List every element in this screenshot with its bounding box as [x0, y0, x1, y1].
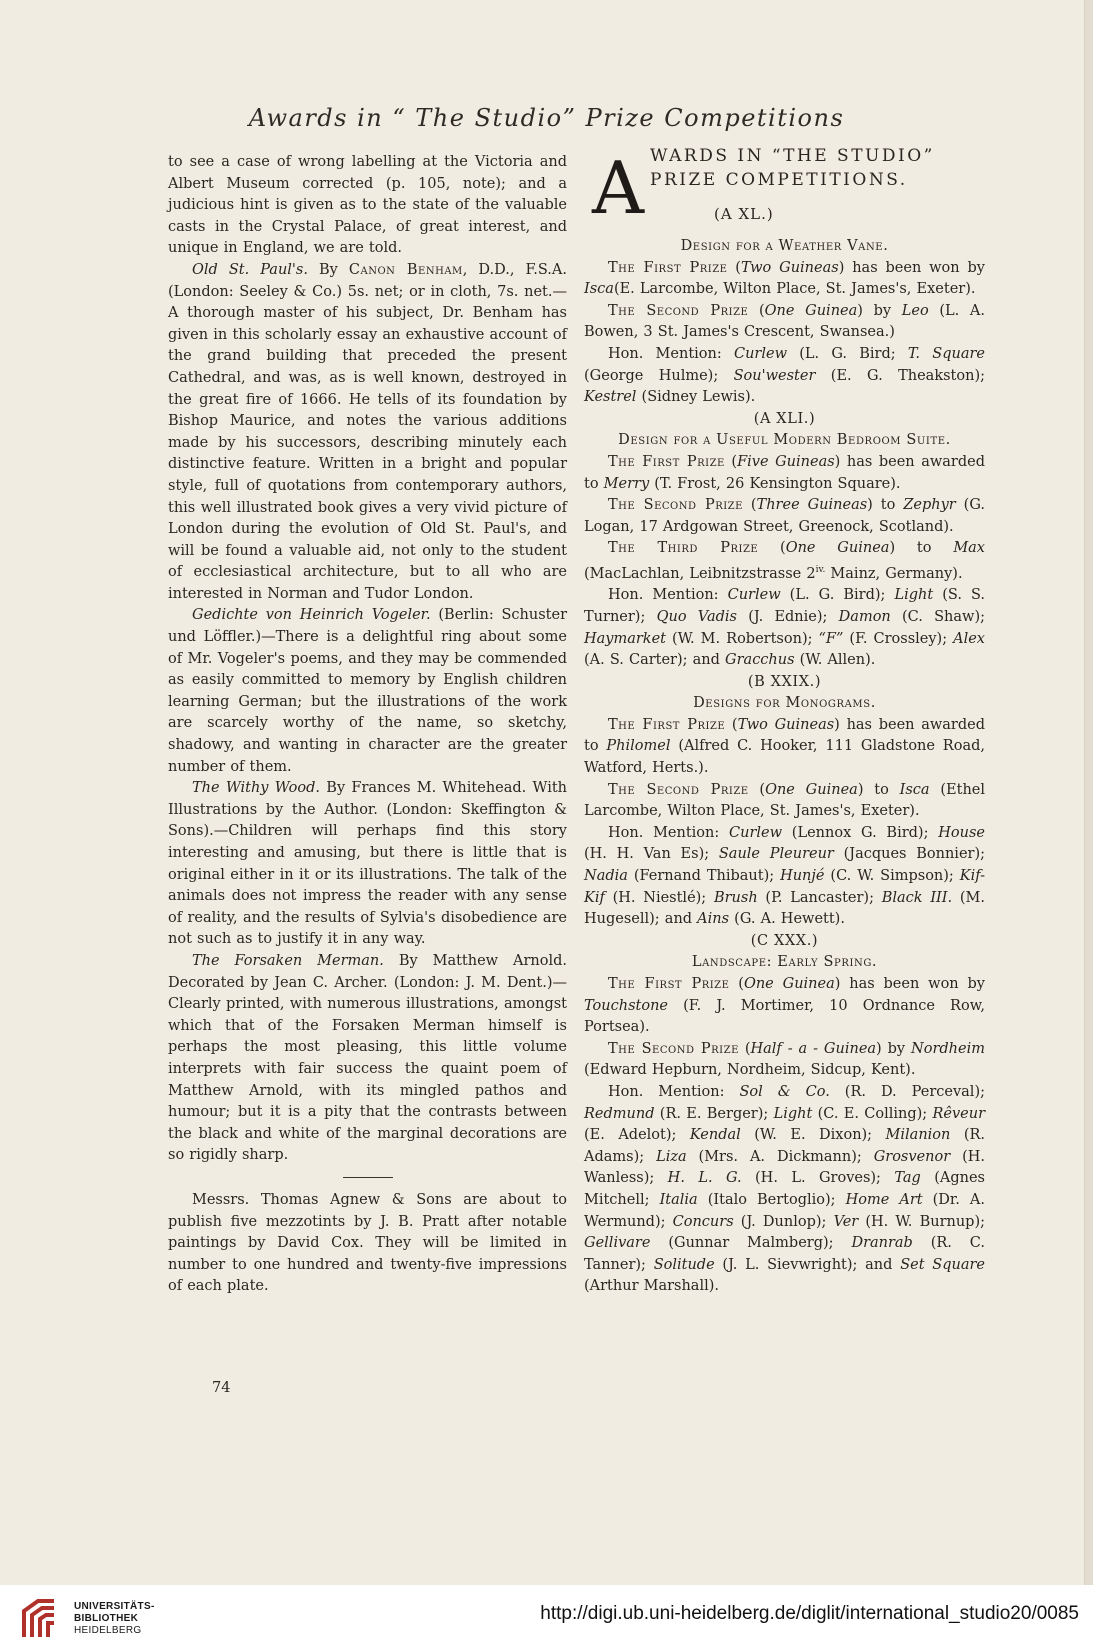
- motto: Curlew: [733, 345, 787, 362]
- motto: Isca: [584, 281, 614, 298]
- page-edge: [1084, 0, 1093, 1585]
- text: by: [862, 302, 902, 319]
- first-prize: The First Prize (Two Guineas) has been awarded to Philomel (Alfred C. Hooker, 111 Gladstone Road, Watford, Herts.).: [584, 716, 985, 777]
- review-withy-wood: [168, 778, 567, 951]
- first-prize: The First Prize (One Guinea) has been won by Touchstone (F. J. Mortimer, 10 Ordnance Row, Portsea).: [584, 976, 985, 1036]
- article-heading: [584, 146, 985, 244]
- winner: (Gunnar Malmberg);: [650, 1235, 852, 1252]
- motto: Ver: [833, 1213, 859, 1230]
- motto: Merry: [603, 475, 650, 492]
- prize-label: The Second Prize: [608, 781, 749, 798]
- winner: (E. Adelot);: [584, 1127, 690, 1144]
- motto: Redmund: [584, 1105, 655, 1122]
- text: By: [307, 261, 349, 278]
- winner: (MacLachlan, Leibnitzstrasse 2: [584, 565, 816, 582]
- motto: Gracchus: [725, 652, 795, 669]
- prize-label: The First Prize: [608, 716, 726, 733]
- motto: Kendal: [689, 1127, 741, 1144]
- winner: (E. Larcombe, Wilton Place, St. James's, Exeter).: [613, 281, 976, 298]
- prize-label: The Second Prize: [608, 302, 749, 319]
- prize-amount: Three Guineas: [756, 497, 868, 514]
- winner: (Ethel Larcombe, Wilton Place, St. James's, Exeter).: [584, 781, 985, 820]
- winner: (Italo Bertoglio);: [697, 1191, 846, 1208]
- second-prize: The Second Prize (Three Guineas) to Zephyr (G. Logan, 17 Ardgowan Street, Greenock, Scotland).: [584, 497, 985, 535]
- winner: Mainz, Germany).: [825, 565, 963, 582]
- motto: Nordheim: [911, 1040, 985, 1057]
- winner: (W. Allen).: [794, 652, 876, 669]
- winner: (S. S. Turner);: [584, 587, 986, 625]
- prize-amount: One Guinea: [743, 976, 835, 993]
- motto: Touchstone: [584, 997, 668, 1014]
- text: to: [863, 781, 900, 798]
- motto: Zephyr: [903, 497, 956, 514]
- winner: (F. Crossley);: [843, 630, 954, 647]
- honourable-mention: [584, 823, 985, 931]
- library-line: BIBLIOTHEK: [74, 1613, 139, 1624]
- section-code: (A XL.): [714, 205, 774, 223]
- winner: (C. W. Simpson);: [824, 868, 960, 885]
- agnew-notice: Messrs. Thomas Agnew & Sons are about to publish five mezzotints by J. B. Pratt after notable paintings by David Cox. They will be limited in number to one hundred and twenty-five impressions of each plate.: [168, 1191, 567, 1295]
- prize-label: The Third Prize: [608, 540, 759, 557]
- prize-amount: Half - a - Guinea: [750, 1040, 877, 1057]
- library-line: UNIVERSITÄTS-: [74, 1601, 155, 1612]
- winner: (Arthur Marshall).: [584, 1278, 719, 1295]
- review-forsaken-merman: [168, 951, 567, 1167]
- winner: (T. Frost, 26 Kensington Square).: [649, 475, 901, 492]
- motto: Ains: [697, 911, 730, 928]
- prize-label: The First Prize: [608, 453, 725, 470]
- section-code: (C XXX.): [750, 932, 819, 949]
- motto: Home Art: [845, 1191, 923, 1208]
- winner: (Alfred C. Hooker, 111 Gladstone Road, Watford, Herts.).: [584, 738, 985, 777]
- winner: (W. M. Robertson);: [666, 630, 819, 647]
- superscript: iv.: [815, 564, 826, 575]
- winner: (Dr. A. Wermund);: [584, 1191, 985, 1230]
- motto: “F”: [818, 630, 844, 647]
- winner: (L. A. Bowen, 3 St. James's Crescent, Swansea.): [584, 302, 985, 341]
- section-title: Design for a Weather Vane.: [680, 238, 889, 254]
- text: has been awarded to: [584, 453, 985, 492]
- right-column: [584, 146, 986, 1298]
- winner: (Jacques Bonnier);: [833, 846, 985, 863]
- second-prize: The Second Prize (One Guinea) to Isca (Ethel Larcombe, Wilton Place, St. James's, Exeter).: [584, 781, 985, 820]
- motto: Sol & Co.: [739, 1083, 830, 1100]
- motto: Curlew: [727, 587, 781, 604]
- motto: T. Square: [907, 345, 985, 362]
- left-column: [168, 152, 567, 1298]
- winner: (Mrs. A. Dickmann);: [686, 1148, 874, 1165]
- text: has been awarded to: [584, 716, 985, 755]
- motto: Solitude: [653, 1256, 715, 1273]
- winner: (H. Wanless);: [584, 1148, 985, 1187]
- winner: (L. G. Bird;: [786, 345, 908, 362]
- honourable-mention: [584, 1082, 985, 1298]
- heading-line-1: WARDS IN “THE STUDIO”: [650, 146, 935, 166]
- motto: Curlew: [729, 824, 783, 841]
- winner: (R. C. Tanner);: [584, 1235, 985, 1273]
- winner: (H. W. Burnup);: [858, 1213, 985, 1230]
- text: Hon. Mention:: [608, 824, 730, 841]
- book-title: Gedichte von Heinrich Vogeler.: [192, 607, 431, 624]
- winner: (G. A. Hewett).: [729, 911, 845, 928]
- text: Hon. Mention:: [608, 587, 728, 604]
- motto: Grosvenor: [873, 1148, 951, 1165]
- motto: Kif-Kif: [584, 868, 985, 906]
- motto: Light: [894, 587, 934, 604]
- winner: (G. Logan, 17 Ardgowan Street, Greenock, Scotland).: [584, 497, 985, 535]
- motto: Isca: [899, 781, 930, 798]
- drop-cap: A: [592, 146, 644, 230]
- section-code: (B XXIX.): [747, 673, 822, 690]
- library-name: [74, 1601, 155, 1637]
- text: to: [895, 540, 954, 557]
- winner: (J. Ednie);: [736, 608, 839, 625]
- prize-amount: One Guinea: [764, 302, 858, 319]
- motto: Gellivare: [584, 1235, 651, 1252]
- winner: (H. H. Van Es);: [584, 846, 719, 863]
- prize-label: The Second Prize: [608, 1040, 739, 1057]
- author-name: Canon Benham: [348, 261, 463, 278]
- motto: Milanion: [885, 1127, 951, 1144]
- winner: (J. Dunlop);: [733, 1213, 834, 1230]
- text: to: [872, 497, 904, 514]
- motto: Brush: [713, 889, 758, 906]
- review-vogeler: [168, 605, 567, 778]
- motto: Max: [953, 540, 985, 557]
- winner: (E. G. Theakston);: [815, 367, 985, 384]
- winner: (C. E. Colling);: [812, 1105, 933, 1122]
- winner: (W. E. Dixon);: [740, 1127, 886, 1144]
- text: (Berlin: Schuster und Löffler.)—There is a delightful ring about some of Mr. Vogeler's poems, and they may be commended as easily committed to memory by English children learning German; but the illustrations of the work are scarcely worthy of the name, so sketchy, shadowy, and wanting in character are the greater number of them.: [168, 607, 568, 775]
- text: by: [881, 1040, 912, 1057]
- text: Hon. Mention:: [608, 345, 734, 362]
- honourable-mention: [584, 585, 985, 671]
- winner: (M. Hugesell); and: [584, 889, 985, 928]
- heading-line-2: PRIZE COMPETITIONS.: [650, 170, 908, 190]
- winner: (R. Adams);: [584, 1127, 986, 1165]
- winner: (L. G. Bird);: [780, 587, 895, 604]
- viewer-footer: [0, 1585, 1093, 1652]
- second-prize: The Second Prize (One Guinea) by Leo (L. A. Bowen, 3 St. James's Crescent, Swansea.): [584, 302, 985, 341]
- text: Hon. Mention:: [608, 1083, 740, 1100]
- motto: Leo: [901, 302, 929, 319]
- winner: (F. J. Mortimer, 10 Ordnance Row, Portsea).: [584, 997, 985, 1036]
- library-line: HEIDELBERG: [74, 1625, 142, 1636]
- winner: (P. Lancaster);: [757, 889, 882, 906]
- review-old-st-pauls: [168, 260, 567, 606]
- prize-label: The First Prize: [608, 976, 730, 993]
- text: By Matthew Arnold. Decorated by Jean C. Archer. (London: J. M. Dent.)— Clearly printed, with numerous illustrations, amongst which that of the Forsaken Merman himself is perhaps the most pleasing, this little volume interprets with fair success the quaint poem of Matthew Arnold, with its mingled pathos and humour; but it is a pity that the contrasts between the black and white of the marginal decorations are so rigidly sharp.: [168, 952, 568, 1164]
- winner: (Lennox G. Bird);: [782, 824, 939, 841]
- third-prize: The Third Prize (One Guinea) to Max (MacLachlan, Leibnitzstrasse $2^{iv.}$ Mainz, Germany).: [584, 540, 985, 582]
- motto: Rêveur: [932, 1105, 985, 1122]
- section-title: Landscape: Early Spring.: [691, 954, 878, 971]
- prize-amount: Five Guineas: [737, 453, 835, 470]
- winner: (H. L. Groves);: [741, 1170, 895, 1187]
- text: has been won by: [840, 976, 985, 993]
- prize-label: The First Prize: [608, 259, 728, 276]
- prize-amount: One Guinea: [785, 540, 890, 557]
- section-title: Design for a Useful Modern Bedroom Suite.: [618, 432, 951, 449]
- motto: Philomel: [606, 738, 671, 755]
- section-code: (A XLI.): [753, 410, 816, 427]
- motto: Tag: [894, 1170, 921, 1187]
- winner: (H. Niestlé);: [604, 889, 714, 906]
- motto: Black III.: [881, 889, 953, 906]
- motto: Concurs: [672, 1213, 734, 1230]
- motto: House: [938, 824, 985, 841]
- winner: (C. Shaw);: [890, 608, 985, 625]
- first-prize: The First Prize (Five Guineas) has been awarded to Merry (T. Frost, 26 Kensington Square).: [584, 453, 985, 492]
- book-title: The Withy Wood.: [192, 780, 321, 797]
- section-title: Designs for Monograms.: [693, 695, 876, 712]
- paragraph: to see a case of wrong labelling at the Victoria and Albert Museum corrected (p. 105, note); and a judicious hint is given as to the state of the valuable casts in the Crystal Palace, of great interest, and unique in England, we are told.: [168, 154, 567, 257]
- book-title: Old St. Paul's.: [192, 261, 308, 278]
- motto: Kestrel: [584, 389, 637, 406]
- winner: (Agnes Mitchell;: [584, 1170, 985, 1208]
- prize-amount: Two Guineas: [737, 716, 835, 733]
- motto: Haymarket: [584, 630, 667, 647]
- winner: (A. S. Carter); and: [584, 652, 726, 669]
- winner: (R. E. Berger);: [654, 1105, 774, 1122]
- motto: Italia: [659, 1191, 698, 1208]
- source-url[interactable]: http://digi.ub.uni-heidelberg.de/diglit/international_studio20/0085: [540, 1603, 1079, 1624]
- motto: Sou'wester: [733, 367, 816, 384]
- prize-amount: One Guinea: [765, 781, 858, 798]
- motto: Quo Vadis: [656, 608, 737, 625]
- text: , D.D., F.S.A. (London: Seeley & Co.) 5s. net; or in cloth, 7s. net.—A thorough master of his subject, Dr. Benham has given in this scholarly essay an exhaustive account of the grand building that preceded the present Cathedral, and was, as is well known, destroyed in the great fire of 1666. He tells of its foundation by Bishop Maurice, and notes the various additions made by his successors, describing minutely each distinctive feature. Written in a bright and popular style, full of quotations from contemporary authors, this well illustrated book gives a very vivid picture of London during the evolution of Old St. Paul's, and will be found a valuable aid, not only to the student of ecclesiastical architecture, but to all who are interested in Norman and Tudor London.: [168, 261, 567, 602]
- motto: Liza: [656, 1148, 687, 1165]
- prize-label: The Second Prize: [608, 497, 743, 514]
- motto: Alex: [953, 630, 985, 647]
- motto: H. L. G.: [667, 1170, 742, 1187]
- winner: (J. L. Sievwright); and: [714, 1256, 901, 1273]
- running-head: Awards in “ The Studio” Prize Competitions: [248, 104, 845, 132]
- book-title: The Forsaken Merman.: [192, 952, 384, 969]
- honourable-mention: [584, 344, 985, 409]
- text: has been won by: [844, 259, 985, 276]
- motto: Damon: [838, 608, 891, 625]
- winner: (Sidney Lewis).: [636, 389, 756, 406]
- winner: (George Hulme);: [584, 367, 734, 384]
- motto: Dranrab: [851, 1235, 913, 1252]
- winner: (Edward Hepburn, Nordheim, Sidcup, Kent).: [584, 1062, 916, 1079]
- motto: Light: [773, 1105, 813, 1122]
- divider-rule: [343, 1177, 393, 1178]
- winner: (Fernand Thibaut);: [627, 868, 781, 885]
- winner: (R. D. Perceval);: [829, 1083, 985, 1100]
- prize-amount: Two Guineas: [740, 259, 839, 276]
- second-prize: The Second Prize (Half - a - Guinea) by Nordheim (Edward Hepburn, Nordheim, Sidcup, Kent).: [584, 1040, 985, 1079]
- motto: Saule Pleureur: [718, 846, 834, 863]
- motto: Hunjé: [780, 868, 825, 885]
- text: By Frances M. Whitehead. With Illustrations by the Author. (London: Skeffington & Sons).—Children will perhaps find this story interesting and amusing, but there is little that is original either in it or its illustrations. The talk of the animals does not impress the reader with any sense of reality, and the results of Sylvia's disobedience are not such as to justify it in any way.: [168, 780, 567, 948]
- motto: Nadia: [584, 868, 628, 885]
- first-prize: The First Prize (Two Guineas) has been won by Isca(E. Larcombe, Wilton Place, St. James's, Exeter).: [584, 259, 985, 298]
- heidelberg-library-logo-icon: [20, 1597, 66, 1643]
- motto: Set Square: [900, 1256, 985, 1273]
- page-number: 74: [212, 1380, 231, 1396]
